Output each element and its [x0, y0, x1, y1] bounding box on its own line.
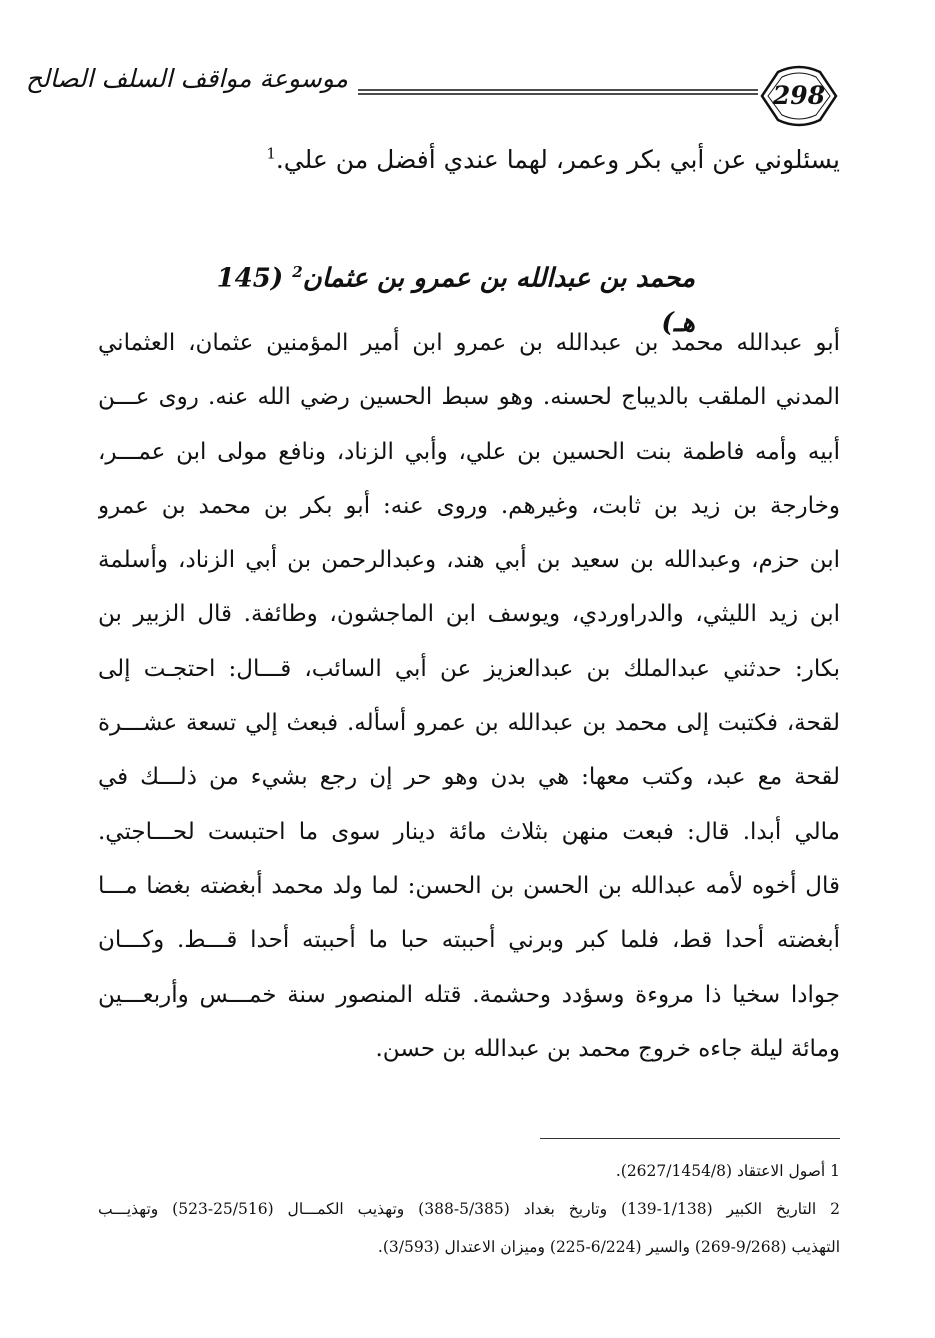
footnote-2-continued: التهذيب (9/268-269) والسير (6/224-225) وميزان الاعتدال (3/593).	[377, 1238, 840, 1256]
text-line: أبو عبدالله محمد بن عبدالله بن عمرو ابن أمير المؤمنين عثمان، العثماني	[98, 330, 840, 356]
text-line: لقحة، فكتبت إلى محمد بن عبدالله بن عمرو أسأله. فبعث إلي تسعة عشـــرة	[98, 710, 840, 737]
text-line: أبيه وأمه فاطمة بنت الحسين بن علي، وأبي الزناد، ونافع مولى ابن عمـــر،	[98, 438, 840, 465]
text-line: ومائة ليلة جاءه خروج محمد بن عبدالله بن حسن.	[375, 1035, 840, 1062]
text-line: ابن حزم، وعبدالله بن سعيد بن أبي هند، وعبدالرحمن بن أبي الزناد، وأسلمة	[98, 547, 840, 574]
footnote-1: 1 أصول الاعتقاد (2627/1454/8).	[615, 1162, 840, 1180]
text-line: قال أخوه لأمه عبدالله بن الحسن بن الحسن: لما ولد محمد أبغضته بغضا مـــا	[98, 872, 840, 899]
heading-year: (145 هـ)	[216, 263, 695, 338]
text-line: وخارجة بن زيد بن ثابت، وغيرهم. وروى عنه: أبو بكر بن محمد بن عمرو	[98, 492, 840, 519]
heading-name: محمد بن عبدالله بن عمرو بن عثمان	[302, 263, 695, 294]
carryover-paragraph	[240, 140, 840, 180]
page-number: 298	[772, 81, 826, 110]
text-line: المدني الملقب بالديباج لحسنه. وهو سبط الحسين رضي الله عنه. روى عـــن	[98, 384, 840, 411]
footnote-separator	[540, 1138, 840, 1139]
text-line: مالي أبدا. قال: فبعت منهن بثلاث مائة دينار سوى ما احتبست لحـــاجتي.	[98, 818, 840, 845]
text-line: أبغضته أحدا قط، فلما كبر وبرني أحببته حبا ما أحببته أحدا قـــط. وكـــان	[98, 927, 840, 954]
running-header	[25, 58, 843, 140]
biography-paragraph	[98, 316, 840, 1076]
footnote-ref-1: 1	[266, 144, 276, 163]
text-line: ابن زيد الليثي، والدراوردي، ويوسف ابن الماجشون، وطائفة. قال الزبير بن	[98, 601, 840, 628]
carryover-text: يسئلوني عن أبي بكر وعمر، لهما عندي أفضل من علي.	[275, 145, 840, 174]
footnote-ref-2: 2	[292, 263, 303, 281]
text-line: بكار: حدثني عبدالملك بن عبدالعزيز عن أبي السائب، قـــال: احتجـت إلى	[98, 655, 840, 682]
book-title: موسوعة مواقف السلف الصالح	[25, 64, 348, 93]
footnotes	[98, 1152, 840, 1266]
text-line: لقحة مع عبد، وكتب معها: هي بدن وهو حر إن رجع بشيء من ذلـــك في	[98, 764, 840, 791]
text-line: جوادا سخيا ذا مروءة وسؤدد وحشمة. قتله المنصور سنة خمـــس وأربعـــين	[98, 981, 840, 1008]
footnote-2: 2 التاريخ الكبير (1/138-139) وتاريخ بغداد (5/385-388) وتهذيب الكمـــال (25/516-523) وتهذيـــب	[98, 1200, 840, 1218]
header-rule	[358, 88, 758, 96]
